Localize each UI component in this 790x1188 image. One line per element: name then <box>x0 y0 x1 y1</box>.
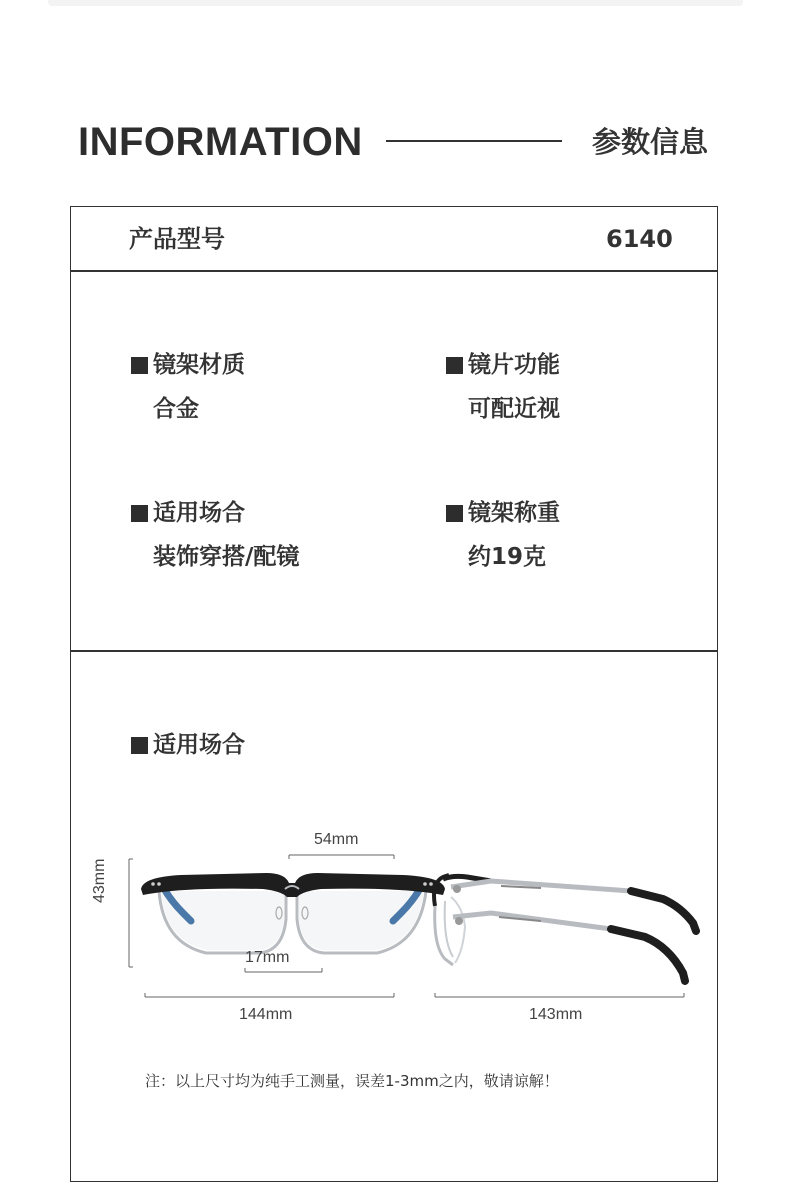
model-label: 产品型号 <box>129 225 225 253</box>
top-strip <box>48 0 743 6</box>
page-title-zh: 参数信息 <box>592 125 709 159</box>
spec-title: 镜架称重 <box>468 500 560 526</box>
glasses-front-icon <box>141 873 445 953</box>
spec-value: 约19克 <box>468 544 547 570</box>
spec-title: 镜架材质 <box>153 352 245 378</box>
spec-frame-weight <box>446 497 560 573</box>
lens-width-label: 54mm <box>314 831 359 848</box>
dimensions-panel <box>70 650 718 1182</box>
temple-length-label: 143mm <box>529 1006 583 1023</box>
model-row <box>70 206 718 272</box>
square-bullet-icon <box>446 357 463 374</box>
spec-title: 镜片功能 <box>468 352 560 378</box>
square-bullet-icon <box>131 505 148 522</box>
spec-value: 装饰穿搭/配镜 <box>153 544 300 570</box>
glasses-diagram <box>71 651 717 1181</box>
square-bullet-icon <box>131 357 148 374</box>
spec-occasion <box>131 497 299 573</box>
spec-value: 可配近视 <box>468 396 560 422</box>
spec-lens-function <box>446 349 560 425</box>
lens-height-text: 43mm <box>91 858 108 903</box>
spec-title: 适用场合 <box>153 500 245 526</box>
square-bullet-icon <box>446 505 463 522</box>
heading-divider <box>386 140 562 142</box>
specs-panel <box>70 270 718 652</box>
model-value: 6140 <box>606 225 673 253</box>
spec-frame-material <box>131 349 245 425</box>
frame-width-label: 144mm <box>239 1006 293 1023</box>
page-title-en: INFORMATION <box>78 120 363 164</box>
dimensions-heading-text: 适用场合 <box>153 732 245 758</box>
glasses-side-icon <box>434 875 696 981</box>
lens-height-label <box>91 843 109 903</box>
spec-value: 合金 <box>153 396 199 422</box>
measurement-note: 注：以上尺寸均为纯手工测量，误差1-3mm之内，敬请谅解！ <box>145 1072 559 1090</box>
bridge-width-label: 17mm <box>245 949 290 966</box>
